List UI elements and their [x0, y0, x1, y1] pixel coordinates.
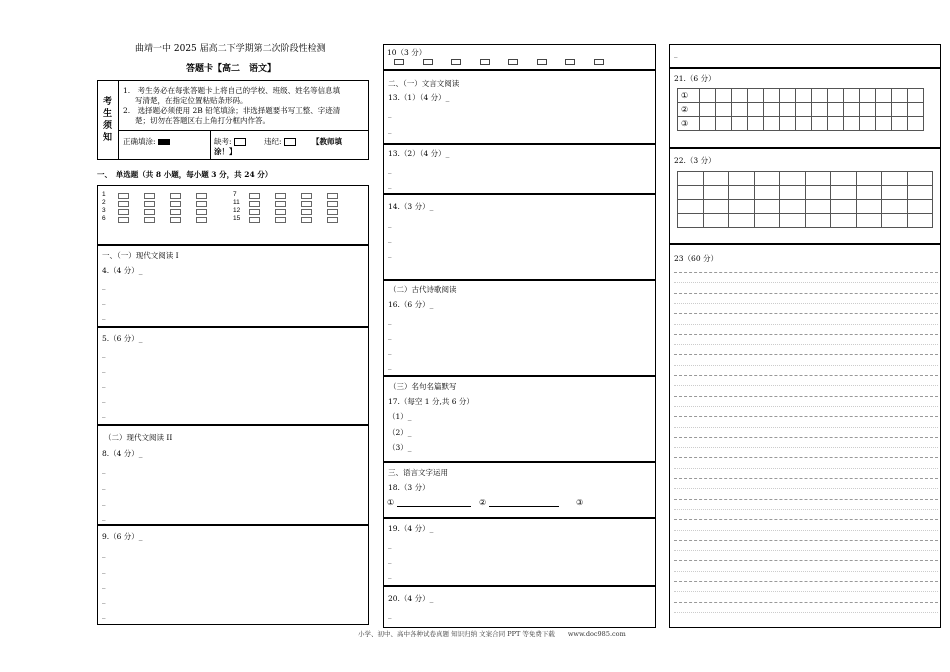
grid-cell[interactable] — [796, 103, 812, 117]
grid-cell[interactable] — [828, 103, 844, 117]
grid-cell[interactable] — [780, 117, 796, 131]
answer-line[interactable]: _ — [388, 235, 392, 243]
essay-line[interactable] — [674, 334, 938, 335]
grid-cell[interactable] — [856, 200, 882, 214]
grid-cell[interactable] — [805, 186, 831, 200]
answer-line[interactable]: _ — [102, 395, 106, 403]
grid-cell[interactable] — [860, 89, 876, 103]
answer-bubble[interactable] — [170, 209, 181, 215]
answer-line[interactable]: _ — [388, 181, 392, 189]
answer-bubble[interactable] — [144, 201, 155, 207]
answer-line[interactable]: _ — [388, 220, 392, 228]
question-label: 20.（4 分）_ — [388, 594, 434, 603]
grid-cell[interactable] — [892, 117, 908, 131]
answer-line[interactable]: _ — [388, 332, 392, 340]
section-heading: 二、（一）文言文阅读 — [388, 79, 460, 88]
grid-cell[interactable] — [831, 186, 857, 200]
essay-line[interactable] — [674, 447, 938, 448]
question-label: 21.（6 分） — [674, 74, 716, 83]
grid-cell[interactable] — [812, 89, 828, 103]
answer-bubble[interactable] — [118, 217, 129, 223]
grid-cell[interactable] — [780, 103, 796, 117]
grid-cell[interactable] — [907, 172, 933, 186]
grid-cell[interactable] — [729, 186, 755, 200]
answer-bubble[interactable] — [423, 59, 433, 65]
essay-line[interactable] — [674, 530, 938, 531]
essay-line[interactable] — [674, 488, 938, 489]
grid-cell[interactable] — [907, 200, 933, 214]
grid-cell[interactable] — [856, 172, 882, 186]
answer-bubble[interactable] — [249, 209, 260, 215]
grid-cell[interactable] — [754, 214, 780, 228]
essay-line[interactable] — [674, 602, 938, 603]
section-heading: （二）现代文阅读 II — [104, 433, 173, 442]
notice-item: 2. 选择题必须使用 2B 铅笔填涂；非选择题要书写工整、字迹清 — [123, 106, 341, 115]
essay-line[interactable] — [674, 324, 938, 325]
q20-box — [383, 586, 656, 628]
grid-cell[interactable] — [780, 172, 806, 186]
answer-bubble[interactable] — [196, 217, 207, 223]
grid-cell[interactable] — [716, 117, 732, 131]
mc-number: 11 — [233, 199, 240, 206]
grid-cell[interactable] — [754, 186, 780, 200]
essay-line[interactable] — [674, 354, 938, 355]
grid-cell[interactable] — [876, 89, 892, 103]
answer-bubble[interactable] — [394, 59, 404, 65]
grid-row-label: ② — [678, 103, 700, 117]
essay-line[interactable] — [674, 519, 938, 520]
answer-line[interactable]: _ — [388, 347, 392, 355]
grid-cell[interactable] — [754, 200, 780, 214]
q18-line-2[interactable] — [489, 506, 559, 507]
grid-cell[interactable] — [764, 103, 780, 117]
grid-cell[interactable] — [729, 172, 755, 186]
answer-line[interactable]: _ — [674, 50, 678, 58]
grid-cell[interactable] — [882, 200, 908, 214]
grid-cell[interactable] — [729, 200, 755, 214]
grid-cell[interactable] — [732, 89, 748, 103]
mc-number: 2 — [102, 199, 106, 206]
grid-cell[interactable] — [908, 103, 924, 117]
question-label: 18.（3 分） — [388, 483, 430, 492]
notice-label-char: 生 — [103, 109, 113, 119]
answer-bubble[interactable] — [118, 209, 129, 215]
answer-bubble[interactable] — [144, 209, 155, 215]
mc-number: 15 — [233, 215, 241, 222]
essay-line[interactable] — [674, 396, 938, 397]
answer-bubble[interactable] — [118, 193, 129, 199]
essay-line[interactable] — [674, 478, 938, 479]
grid-cell[interactable] — [812, 103, 828, 117]
violation-label: 违纪: — [264, 138, 296, 146]
blank-label[interactable]: （3）_ — [388, 443, 412, 452]
grid-cell[interactable] — [748, 103, 764, 117]
grid-cell[interactable] — [780, 200, 806, 214]
school-title: 曲靖一中 2025 届高二下学期第二次阶段性检测 — [135, 44, 326, 54]
answer-bubble[interactable] — [196, 201, 207, 207]
answer-bubble[interactable] — [118, 201, 129, 207]
grid-cell[interactable] — [716, 89, 732, 103]
mc-number: 6 — [102, 215, 106, 222]
essay-line[interactable] — [674, 303, 938, 304]
answer-line[interactable]: _ — [102, 513, 106, 521]
answer-bubble[interactable] — [275, 201, 286, 207]
answer-line[interactable]: _ — [102, 581, 106, 589]
grid-row-label: ③ — [678, 117, 700, 131]
q18-blank-3: ③ — [576, 498, 584, 507]
answer-bubble[interactable] — [249, 217, 260, 223]
q18-line-1[interactable] — [397, 506, 471, 507]
grid-cell[interactable] — [828, 117, 844, 131]
grid-cell[interactable] — [812, 117, 828, 131]
question-label: 5.（6 分）_ — [102, 334, 143, 343]
absent-box[interactable] — [234, 138, 246, 146]
grid-cell[interactable] — [780, 214, 806, 228]
question-label: 4.（4 分）_ — [102, 266, 143, 275]
question-label: 17.（每空 1 分,共 6 分） — [388, 397, 474, 406]
question-label: 14.（3 分）_ — [388, 202, 434, 211]
q22-grid[interactable] — [677, 171, 933, 228]
grid-cell[interactable] — [678, 172, 704, 186]
answer-line[interactable]: _ — [102, 410, 106, 418]
essay-line[interactable] — [674, 499, 938, 500]
answer-bubble[interactable] — [170, 193, 181, 199]
answer-bubble[interactable] — [537, 59, 547, 65]
filled-bubble-sample — [158, 139, 170, 145]
grid-cell[interactable] — [729, 214, 755, 228]
mc-number: 12 — [233, 207, 241, 214]
grid-cell[interactable] — [876, 103, 892, 117]
answer-bubble[interactable] — [565, 59, 575, 65]
grid-cell[interactable] — [700, 89, 716, 103]
grid-cell[interactable] — [780, 186, 806, 200]
correct-fill-label: 正确填涂: — [123, 138, 170, 146]
grid-cell[interactable] — [844, 103, 860, 117]
teacher-fill-label: 涂！】 — [214, 147, 237, 156]
answer-line[interactable]: _ — [102, 566, 106, 574]
question-label: 8.（4 分）_ — [102, 449, 143, 458]
notice-label-char: 考 — [103, 97, 113, 107]
answer-line[interactable]: _ — [388, 126, 392, 134]
essay-line[interactable] — [674, 427, 938, 428]
grid-row-label: ① — [678, 89, 700, 103]
essay-line[interactable] — [674, 437, 938, 438]
question-label: 19.（4 分）_ — [388, 524, 434, 533]
grid-cell[interactable] — [882, 186, 908, 200]
answer-line[interactable]: _ — [102, 498, 106, 506]
answer-line[interactable]: _ — [102, 466, 106, 474]
answer-line[interactable]: _ — [388, 541, 392, 549]
question-label: 10（3 分） — [387, 48, 427, 57]
essay-line[interactable] — [674, 468, 938, 469]
answer-line[interactable]: _ — [102, 482, 106, 490]
grid-cell[interactable] — [805, 172, 831, 186]
essay-line[interactable] — [674, 612, 938, 613]
answer-bubble[interactable] — [327, 217, 338, 223]
grid-cell[interactable] — [796, 117, 812, 131]
answer-line[interactable]: _ — [102, 365, 106, 373]
essay-line[interactable] — [674, 272, 938, 273]
answer-line[interactable]: _ — [102, 297, 106, 305]
grid-cell[interactable] — [882, 214, 908, 228]
notice-item: 写清楚，在指定位置粘贴条形码。 — [135, 96, 248, 105]
question-label: 23（60 分） — [674, 254, 718, 263]
essay-line[interactable] — [674, 560, 938, 561]
essay-line[interactable] — [674, 591, 938, 592]
mc-number: 7 — [233, 191, 237, 198]
grid-cell[interactable] — [703, 172, 729, 186]
notice-label-char: 知 — [103, 133, 113, 143]
section-heading: （三）名句名篇默写 — [389, 382, 457, 391]
answer-line[interactable]: _ — [102, 350, 106, 358]
answer-bubble[interactable] — [196, 209, 207, 215]
grid-cell[interactable] — [860, 117, 876, 131]
question-label: 13.（2）（4 分）_ — [388, 149, 450, 158]
grid-cell[interactable] — [700, 117, 716, 131]
essay-line[interactable] — [674, 365, 938, 366]
footer-text: 小学、初中、高中各种试卷真题 知识归纳 文案合同 PPT 等免费下载 www.doc985.com — [358, 630, 626, 638]
grid-cell[interactable] — [805, 200, 831, 214]
q20-continued-box — [669, 44, 941, 68]
grid-cell[interactable] — [703, 186, 729, 200]
grid-cell[interactable] — [703, 200, 729, 214]
violation-box[interactable] — [284, 138, 296, 146]
answer-line[interactable]: _ — [388, 250, 392, 258]
grid-cell[interactable] — [748, 89, 764, 103]
answer-bubble[interactable] — [275, 209, 286, 215]
grid-cell[interactable] — [882, 172, 908, 186]
answer-bubble[interactable] — [275, 217, 286, 223]
grid-cell[interactable] — [844, 89, 860, 103]
answer-bubble[interactable] — [508, 59, 518, 65]
essay-line[interactable] — [674, 550, 938, 551]
answer-line[interactable]: _ — [388, 317, 392, 325]
grid-cell[interactable] — [716, 103, 732, 117]
grid-cell[interactable] — [831, 172, 857, 186]
answer-line[interactable]: _ — [388, 166, 392, 174]
notice-item: 1. 考生务必在每张答题卡上将自己的学校、班级、姓名等信息填 — [123, 86, 341, 95]
grid-cell[interactable] — [748, 117, 764, 131]
question-label: 22.（3 分） — [674, 156, 716, 165]
answer-bubble[interactable] — [301, 217, 312, 223]
essay-line[interactable] — [674, 282, 938, 283]
answer-line[interactable]: _ — [102, 611, 106, 619]
grid-cell[interactable] — [907, 214, 933, 228]
grid-cell[interactable] — [892, 103, 908, 117]
section1-title: 一、 单选题（共 8 小题，每小题 3 分，共 24 分） — [97, 170, 273, 179]
question-label: 16.（6 分）_ — [388, 300, 434, 309]
q18-blank-2: ② — [479, 498, 487, 507]
grid-cell[interactable] — [764, 117, 780, 131]
question-label: 9.（6 分）_ — [102, 532, 143, 541]
answer-line[interactable]: _ — [102, 282, 106, 290]
answer-bubble[interactable] — [301, 201, 312, 207]
grid-cell[interactable] — [876, 117, 892, 131]
blank-label[interactable]: （2）_ — [388, 428, 412, 437]
grid-cell[interactable] — [908, 89, 924, 103]
essay-line[interactable] — [674, 406, 938, 407]
answer-bubble[interactable] — [451, 59, 461, 65]
essay-line[interactable] — [674, 540, 938, 541]
answer-bubble[interactable] — [275, 193, 286, 199]
blank-label[interactable]: （1）_ — [388, 412, 412, 421]
grid-cell[interactable] — [892, 89, 908, 103]
answer-bubble[interactable] — [301, 209, 312, 215]
answer-line[interactable]: _ — [102, 596, 106, 604]
grid-cell[interactable] — [856, 214, 882, 228]
poetry-box — [383, 280, 656, 376]
grid-cell[interactable] — [678, 200, 704, 214]
essay-line[interactable] — [674, 385, 938, 386]
section-heading: 三、语言文字运用 — [388, 468, 448, 477]
grid-cell[interactable] — [907, 186, 933, 200]
section-heading: 一、（一）现代文阅读 I — [102, 251, 179, 260]
answer-bubble[interactable] — [144, 217, 155, 223]
notice-row-divider — [118, 130, 369, 131]
q21-grid[interactable] — [677, 88, 924, 131]
answer-bubble[interactable] — [301, 193, 312, 199]
absent-label: 缺考: — [214, 138, 246, 146]
answer-line[interactable]: _ — [102, 550, 106, 558]
grid-cell[interactable] — [831, 214, 857, 228]
grid-cell[interactable] — [732, 117, 748, 131]
notice-cell-divider — [210, 130, 211, 160]
answer-bubble[interactable] — [249, 193, 260, 199]
notice-item: 楚；切勿在答题区右上角打分框内作答。 — [135, 116, 270, 125]
answer-bubble[interactable] — [594, 59, 604, 65]
question-label: 13.（1）（4 分）_ — [388, 93, 450, 102]
essay-line[interactable] — [674, 571, 938, 572]
q18-blank-1: ① — [387, 498, 395, 507]
answer-bubble[interactable] — [196, 193, 207, 199]
grid-cell[interactable] — [678, 186, 704, 200]
answer-line[interactable]: _ — [388, 362, 392, 370]
answer-bubble[interactable] — [327, 209, 338, 215]
grid-cell[interactable] — [754, 172, 780, 186]
answer-line[interactable]: _ — [388, 571, 392, 579]
answer-bubble[interactable] — [327, 201, 338, 207]
card-title: 答题卡【高二 语文】 — [186, 64, 277, 74]
notice-label-char: 须 — [103, 121, 113, 131]
answer-line[interactable]: _ — [102, 380, 106, 388]
grid-cell[interactable] — [828, 89, 844, 103]
essay-line[interactable] — [674, 581, 938, 582]
grid-cell[interactable] — [764, 89, 780, 103]
essay-line[interactable] — [674, 313, 938, 314]
grid-cell[interactable] — [856, 186, 882, 200]
grid-cell[interactable] — [831, 200, 857, 214]
teacher-fill-label: 【教师填 — [312, 137, 342, 146]
essay-line[interactable] — [674, 457, 938, 458]
grid-cell[interactable] — [796, 89, 812, 103]
essay-line[interactable] — [674, 375, 938, 376]
answer-bubble[interactable] — [480, 59, 490, 65]
grid-cell[interactable] — [732, 103, 748, 117]
answer-bubble[interactable] — [170, 217, 181, 223]
grid-cell[interactable] — [805, 214, 831, 228]
grid-cell[interactable] — [780, 89, 796, 103]
grid-cell[interactable] — [908, 117, 924, 131]
grid-cell[interactable] — [678, 214, 704, 228]
mc-number: 1 — [102, 191, 106, 198]
section-heading: （二）古代诗歌阅读 — [389, 285, 457, 294]
answer-line[interactable]: _ — [388, 556, 392, 564]
grid-cell[interactable] — [703, 214, 729, 228]
answer-line[interactable]: _ — [388, 110, 392, 118]
answer-line[interactable]: _ — [102, 312, 106, 320]
mc-number: 3 — [102, 207, 106, 214]
notice-label-divider — [118, 80, 119, 160]
essay-line[interactable] — [674, 509, 938, 510]
grid-cell[interactable] — [844, 117, 860, 131]
answer-bubble[interactable] — [170, 201, 181, 207]
answer-line[interactable]: _ — [388, 611, 392, 619]
answer-bubble[interactable] — [144, 193, 155, 199]
essay-line[interactable] — [674, 416, 938, 417]
grid-cell[interactable] — [860, 103, 876, 117]
essay-line[interactable] — [674, 293, 938, 294]
answer-bubble[interactable] — [249, 201, 260, 207]
essay-line[interactable] — [674, 344, 938, 345]
answer-bubble[interactable] — [327, 193, 338, 199]
grid-cell[interactable] — [700, 103, 716, 117]
